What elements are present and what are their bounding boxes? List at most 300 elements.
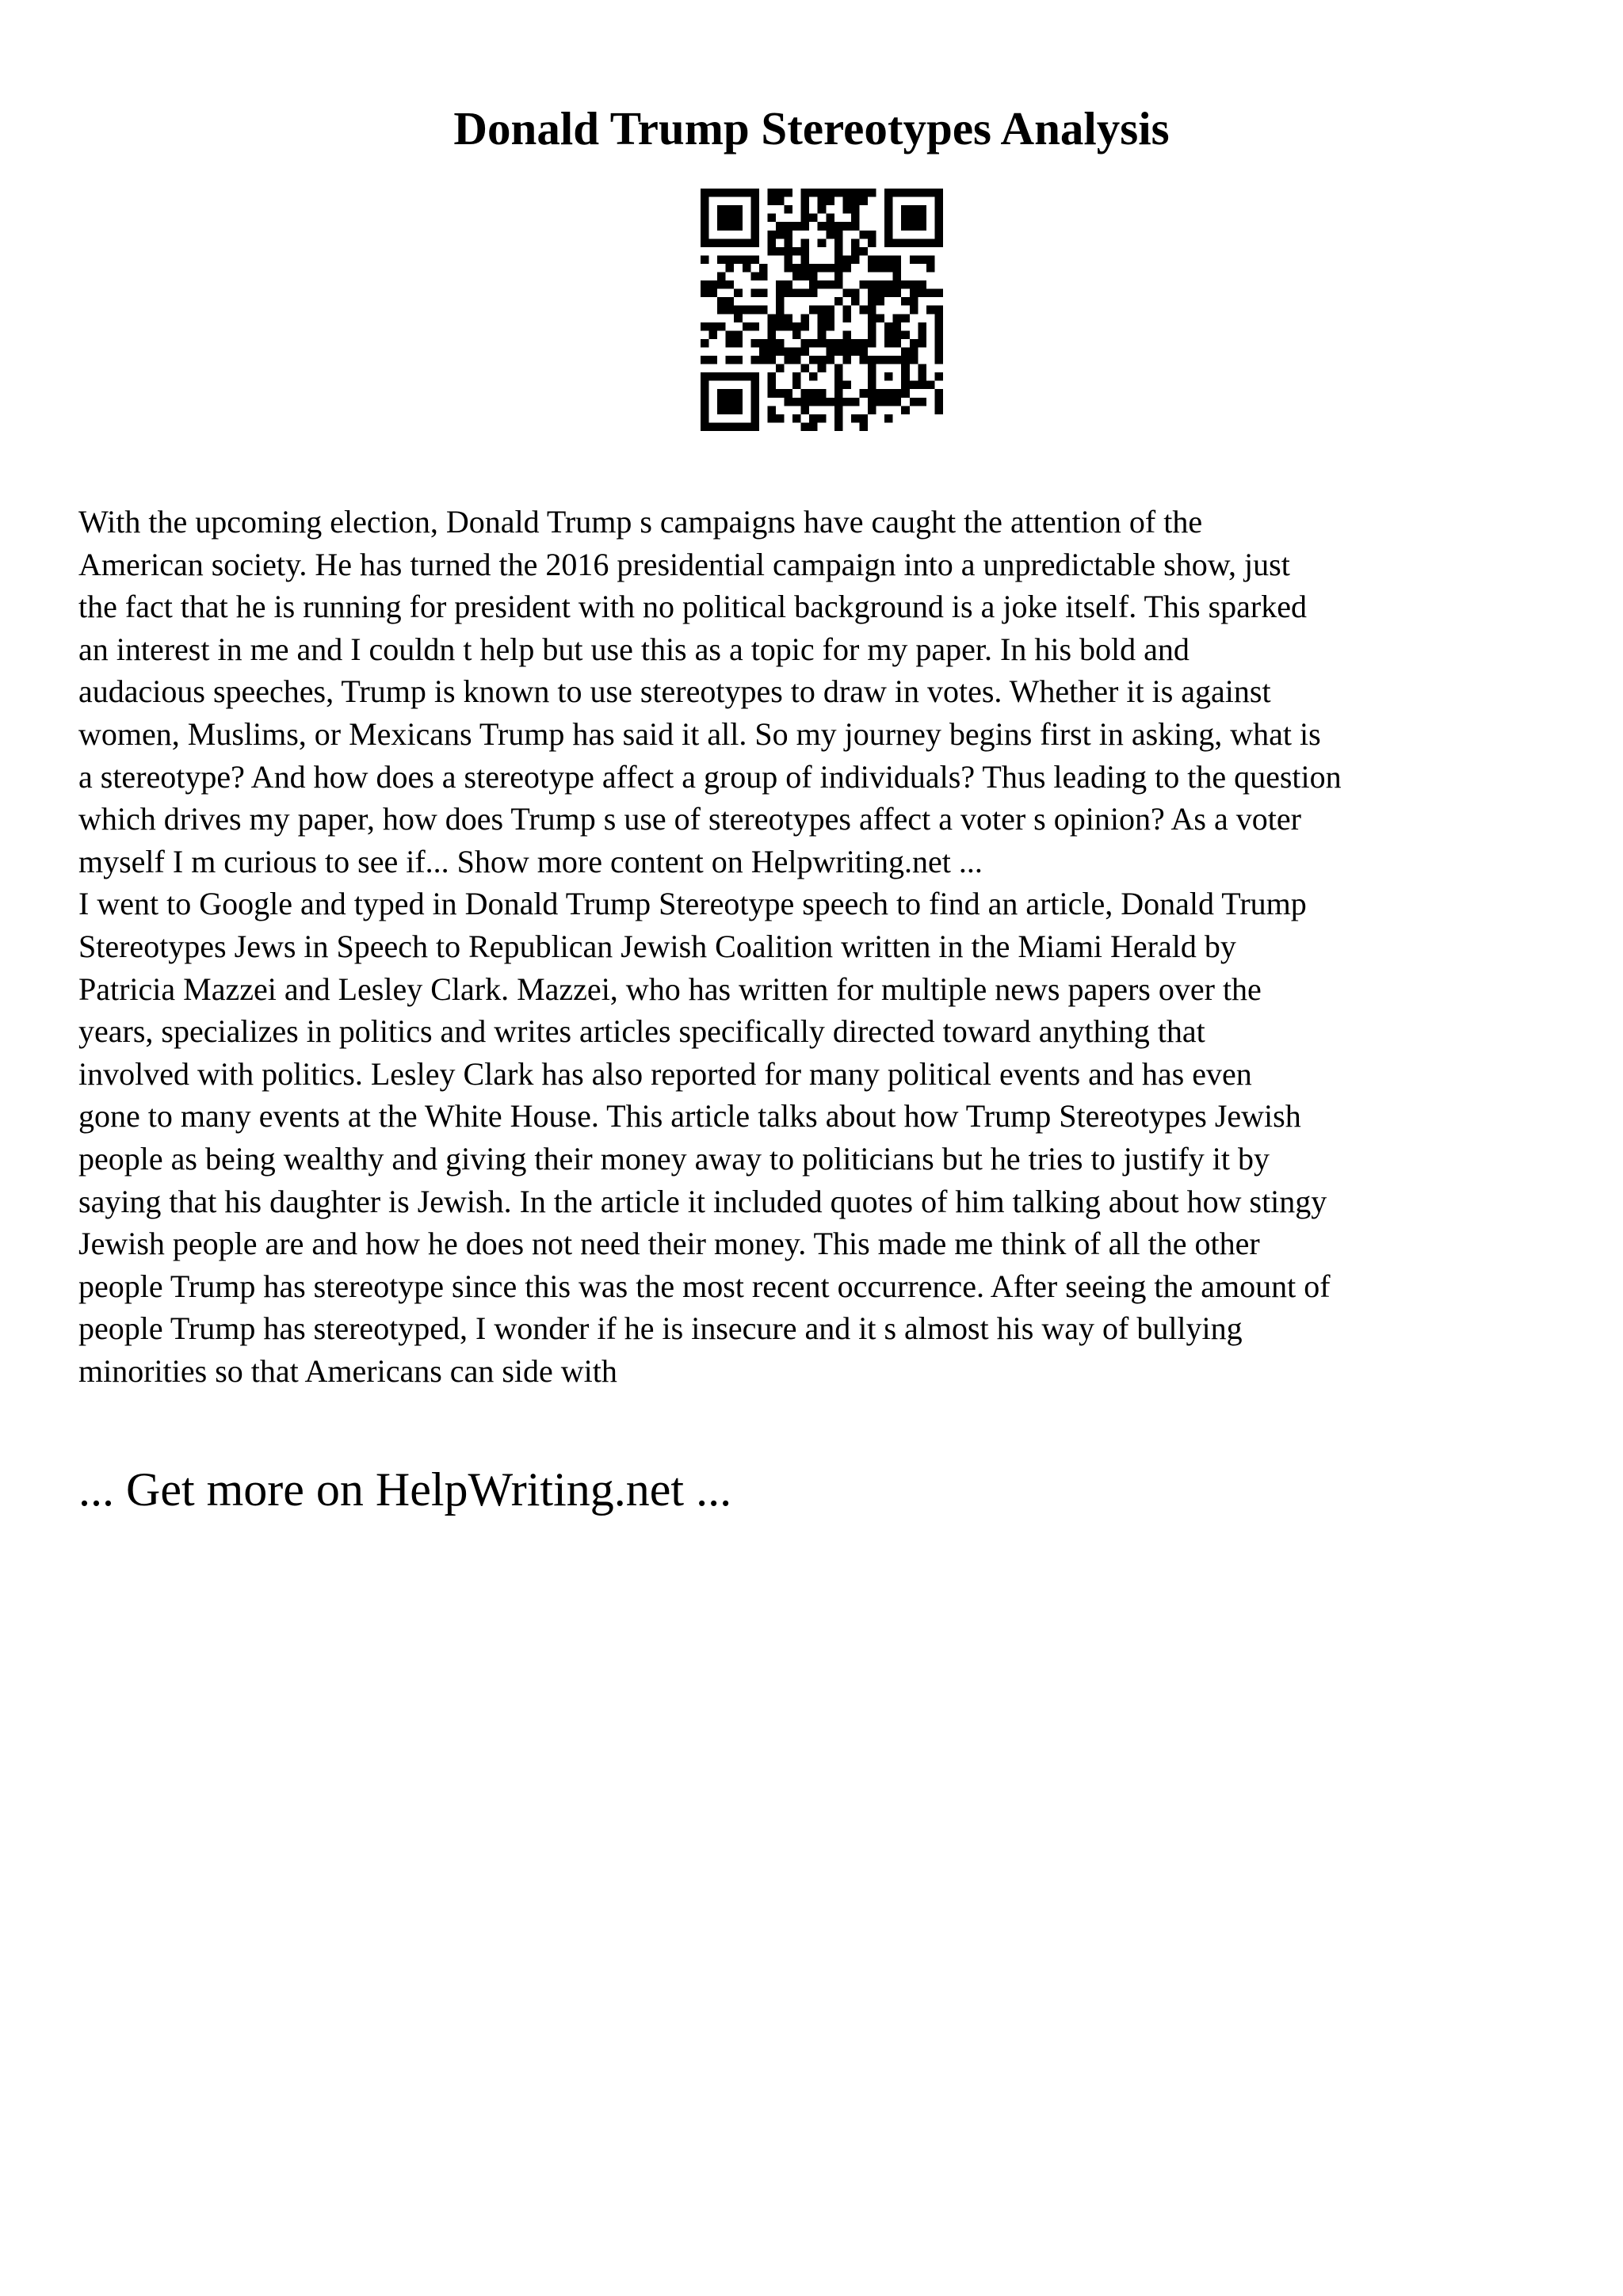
qr-module xyxy=(701,197,709,206)
qr-module xyxy=(918,280,926,289)
qr-module xyxy=(750,273,759,281)
qr-module xyxy=(834,231,843,239)
qr-module xyxy=(792,322,801,331)
qr-module xyxy=(726,214,735,223)
qr-module xyxy=(726,205,735,214)
qr-module xyxy=(893,330,902,339)
qr-module xyxy=(717,273,726,281)
qr-module xyxy=(767,381,776,390)
qr-module xyxy=(918,289,926,298)
qr-module xyxy=(884,197,893,206)
qr-module xyxy=(743,189,751,197)
qr-module xyxy=(834,238,843,247)
qr-module xyxy=(934,330,943,339)
qr-module xyxy=(750,381,759,390)
qr-module xyxy=(893,238,902,247)
qr-module xyxy=(776,189,785,197)
qr-module xyxy=(726,330,735,339)
qr-module xyxy=(859,347,868,356)
qr-module xyxy=(884,222,893,231)
qr-module xyxy=(842,314,851,322)
qr-module xyxy=(884,372,893,381)
qr-module xyxy=(701,372,709,381)
qr-module xyxy=(918,364,926,373)
qr-module xyxy=(868,231,876,239)
qr-module xyxy=(701,189,709,197)
qr-module xyxy=(884,356,893,364)
qr-module xyxy=(743,322,751,331)
qr-module xyxy=(901,381,910,390)
qr-module xyxy=(859,339,868,348)
qr-module xyxy=(759,339,768,348)
qr-module xyxy=(826,314,834,322)
qr-module xyxy=(842,381,851,390)
qr-module xyxy=(734,422,743,431)
qr-module xyxy=(726,372,735,381)
qr-module xyxy=(717,398,726,406)
qr-module xyxy=(826,347,834,356)
qr-module xyxy=(893,255,902,264)
qr-module xyxy=(842,398,851,406)
qr-module xyxy=(734,238,743,247)
qr-module xyxy=(884,238,893,247)
qr-module xyxy=(818,197,827,206)
qr-module xyxy=(726,422,735,431)
qr-module xyxy=(792,372,801,381)
qr-module xyxy=(809,214,818,223)
qr-module xyxy=(792,247,801,256)
qr-module xyxy=(884,189,893,197)
qr-module xyxy=(818,414,827,423)
qr-module xyxy=(918,238,926,247)
qr-module xyxy=(826,214,834,223)
qr-module xyxy=(918,255,926,264)
qr-module xyxy=(709,238,718,247)
qr-module xyxy=(734,222,743,231)
qr-module xyxy=(709,289,718,298)
qr-module xyxy=(868,314,876,322)
qr-module xyxy=(776,222,785,231)
qr-module xyxy=(934,222,943,231)
qr-module xyxy=(701,414,709,423)
qr-module xyxy=(876,389,885,398)
qr-module xyxy=(893,389,902,398)
qr-module xyxy=(809,189,818,197)
qr-module xyxy=(726,406,735,414)
qr-module xyxy=(910,297,918,306)
qr-module xyxy=(743,264,751,273)
qr-module xyxy=(767,414,776,423)
paragraph-1: With the upcoming election, Donald Trump s campaigns have caught the attention of the American society. He has turned the 2016 presidential campaign into a unpredictable show, just the fact that he is running for president with no political background is a joke itself. This sparked an interest in me and I couldn t help but use this as a topic for my paper. In his bold and audacious speeches, Trump is known to use stereotypes to draw in votes. Whether it is against women, Muslims, or Mexicans Trump has said it all. So my journey begins first in asking, what is a stereotype? And how does a stereotype affect a group of individuals? Thus leading to the question which drives my paper, how does Trump s use of stereotypes affect a voter s opinion? As a voter myself I m curious to see if... Show more content on Helpwriting.net ... xyxy=(78,504,1342,879)
qr-module xyxy=(826,264,834,273)
qr-module xyxy=(918,205,926,214)
qr-module xyxy=(918,381,926,390)
qr-module xyxy=(785,280,793,289)
qr-module xyxy=(767,406,776,414)
qr-module xyxy=(876,264,885,273)
qr-module xyxy=(776,347,785,356)
paragraph-2: I went to Google and typed in Donald Trump Stereotype speech to find an article, Donald Trump Stereotypes Jews in Speech to Republican Jewish Coalition written in the Miami Herald by Patricia Mazzei and Lesley Clark. Mazzei, who has written for multiple news papers over the years, specializes in politics and writes articles specifically directed toward anything that involved with politics. Lesley Clark has also reported for many political events and has even gone to many events at the White House. This article talks about how Trump Stereotypes Jewish people as being wealthy and giving their money away to politicians but he tries to justify it by saying that his daughter is Jewish. In the article it included quotes of him talking about how stingy Jewish people are and how he does not need their money. This made me think of all the other people Trump has stereotype since this was the most recent occurrence. After seeing the amount of people Trump has stereotyped, I wonder if he is insecure and it s almost his way of bullying minorities so that Americans can side with xyxy=(78,886,1331,1389)
qr-module xyxy=(809,273,818,281)
qr-module xyxy=(809,289,818,298)
qr-module xyxy=(717,372,726,381)
qr-module xyxy=(926,306,935,315)
qr-module xyxy=(818,364,827,373)
qr-module xyxy=(734,398,743,406)
qr-module xyxy=(934,398,943,406)
qr-module xyxy=(767,247,776,256)
qr-module xyxy=(801,339,810,348)
qr-module xyxy=(918,330,926,339)
qr-module xyxy=(851,238,860,247)
qr-module xyxy=(701,381,709,390)
qr-module xyxy=(792,381,801,390)
qr-module xyxy=(842,347,851,356)
qr-module xyxy=(818,398,827,406)
qr-module xyxy=(826,339,834,348)
qr-module xyxy=(842,289,851,298)
qr-module xyxy=(750,414,759,423)
qr-module xyxy=(901,280,910,289)
qr-module xyxy=(934,406,943,414)
qr-module xyxy=(801,398,810,406)
qr-module xyxy=(717,205,726,214)
qr-module xyxy=(767,389,776,398)
qr-module xyxy=(767,238,776,247)
qr-module xyxy=(709,372,718,381)
qr-module xyxy=(785,314,793,322)
qr-module xyxy=(785,189,793,197)
qr-module xyxy=(734,214,743,223)
qr-module xyxy=(918,372,926,381)
qr-module xyxy=(726,264,735,273)
qr-module xyxy=(901,364,910,373)
qr-module xyxy=(726,356,735,364)
qr-module xyxy=(750,231,759,239)
qr-module xyxy=(893,339,902,348)
qr-module xyxy=(785,238,793,247)
qr-module xyxy=(851,339,860,348)
qr-module xyxy=(842,222,851,231)
qr-module xyxy=(750,214,759,223)
qr-module xyxy=(750,422,759,431)
qr-module xyxy=(792,330,801,339)
qr-module xyxy=(934,372,943,381)
qr-module xyxy=(726,398,735,406)
qr-module xyxy=(767,231,776,239)
qr-module xyxy=(701,389,709,398)
qr-module xyxy=(884,330,893,339)
qr-module xyxy=(893,264,902,273)
qr-module xyxy=(876,314,885,322)
qr-module xyxy=(893,289,902,298)
qr-module xyxy=(767,214,776,223)
qr-module xyxy=(701,238,709,247)
qr-code-icon[interactable] xyxy=(701,189,943,431)
qr-module xyxy=(859,306,868,315)
qr-module xyxy=(785,398,793,406)
qr-module xyxy=(701,280,709,289)
qr-module xyxy=(785,389,793,398)
qr-module xyxy=(859,231,868,239)
qr-module xyxy=(734,406,743,414)
get-more-link[interactable]: ... Get more on HelpWriting.net ... xyxy=(78,1463,732,1516)
qr-module xyxy=(726,297,735,306)
qr-module xyxy=(834,247,843,256)
qr-module xyxy=(826,189,834,197)
qr-module xyxy=(834,398,843,406)
qr-module xyxy=(717,280,726,289)
qr-module xyxy=(717,214,726,223)
qr-module xyxy=(859,247,868,256)
qr-module xyxy=(884,398,893,406)
qr-module xyxy=(910,214,918,223)
qr-module xyxy=(750,339,759,348)
qr-module xyxy=(709,356,718,364)
qr-module xyxy=(842,189,851,197)
qr-module xyxy=(809,356,818,364)
qr-module xyxy=(910,280,918,289)
qr-module xyxy=(776,247,785,256)
qr-module xyxy=(910,339,918,348)
qr-module xyxy=(709,322,718,331)
qr-module xyxy=(801,347,810,356)
qr-module xyxy=(834,389,843,398)
qr-module xyxy=(785,222,793,231)
qr-module xyxy=(726,222,735,231)
qr-module xyxy=(801,214,810,223)
qr-module xyxy=(776,322,785,331)
qr-module xyxy=(851,255,860,264)
qr-module xyxy=(934,339,943,348)
qr-module xyxy=(785,356,793,364)
qr-module xyxy=(792,414,801,423)
qr-module xyxy=(717,422,726,431)
qr-module xyxy=(809,264,818,273)
qr-module xyxy=(818,205,827,214)
qr-module xyxy=(884,264,893,273)
qr-module xyxy=(776,314,785,322)
qr-module xyxy=(717,189,726,197)
qr-module xyxy=(792,273,801,281)
qr-module xyxy=(767,189,776,197)
qr-module xyxy=(901,297,910,306)
qr-module xyxy=(851,222,860,231)
qr-module xyxy=(701,205,709,214)
qr-module xyxy=(868,297,876,306)
qr-module xyxy=(717,255,726,264)
qr-module xyxy=(743,372,751,381)
qr-module xyxy=(842,339,851,348)
qr-module xyxy=(750,255,759,264)
qr-module xyxy=(910,381,918,390)
qr-module xyxy=(759,306,768,315)
qr-module xyxy=(868,289,876,298)
qr-module xyxy=(884,280,893,289)
qr-module xyxy=(750,197,759,206)
qr-module xyxy=(776,364,785,373)
qr-module xyxy=(734,389,743,398)
qr-module xyxy=(701,322,709,331)
qr-module xyxy=(934,322,943,331)
qr-module xyxy=(884,339,893,348)
qr-module xyxy=(851,189,860,197)
qr-module xyxy=(884,214,893,223)
qr-module xyxy=(901,330,910,339)
qr-module xyxy=(934,238,943,247)
qr-module xyxy=(901,314,910,322)
qr-module xyxy=(893,273,902,281)
qr-module xyxy=(876,297,885,306)
qr-module xyxy=(834,273,843,281)
qr-module xyxy=(876,255,885,264)
qr-module xyxy=(910,356,918,364)
qr-module xyxy=(851,214,860,223)
qr-module xyxy=(750,406,759,414)
qr-module xyxy=(767,356,776,364)
qr-module xyxy=(701,222,709,231)
qr-module xyxy=(926,289,935,298)
qr-module xyxy=(759,347,768,356)
qr-module xyxy=(734,314,743,322)
qr-module xyxy=(717,306,726,315)
qr-module xyxy=(842,197,851,206)
qr-module xyxy=(801,197,810,206)
qr-module xyxy=(834,414,843,423)
qr-module xyxy=(776,280,785,289)
qr-module xyxy=(818,389,827,398)
qr-module xyxy=(801,364,810,373)
qr-module xyxy=(859,189,868,197)
qr-module xyxy=(801,189,810,197)
qr-module xyxy=(785,347,793,356)
qr-module xyxy=(809,280,818,289)
qr-module xyxy=(876,398,885,406)
qr-module xyxy=(901,205,910,214)
qr-module xyxy=(801,322,810,331)
qr-module xyxy=(901,222,910,231)
qr-module xyxy=(918,339,926,348)
qr-module xyxy=(734,339,743,348)
qr-module xyxy=(842,205,851,214)
qr-module xyxy=(750,205,759,214)
qr-module xyxy=(834,422,843,431)
qr-module xyxy=(934,347,943,356)
qr-module xyxy=(901,372,910,381)
qr-module xyxy=(776,197,785,206)
qr-module xyxy=(876,289,885,298)
qr-module xyxy=(910,347,918,356)
qr-module xyxy=(868,339,876,348)
qr-module xyxy=(818,222,827,231)
qr-module xyxy=(767,347,776,356)
qr-module xyxy=(709,422,718,431)
qr-module xyxy=(767,330,776,339)
qr-module xyxy=(750,238,759,247)
qr-module xyxy=(767,314,776,322)
qr-module xyxy=(859,414,868,423)
qr-module xyxy=(785,255,793,264)
qr-module xyxy=(801,422,810,431)
qr-module xyxy=(750,322,759,331)
qr-module xyxy=(801,255,810,264)
qr-module xyxy=(717,222,726,231)
qr-module xyxy=(893,356,902,364)
qr-module xyxy=(734,330,743,339)
qr-module xyxy=(901,406,910,414)
qr-module xyxy=(868,189,876,197)
qr-module xyxy=(834,255,843,264)
qr-module xyxy=(901,347,910,356)
qr-module xyxy=(785,231,793,239)
qr-module xyxy=(785,247,793,256)
qr-module xyxy=(826,231,834,239)
qr-module xyxy=(884,414,893,423)
qr-module xyxy=(750,306,759,315)
qr-module xyxy=(734,306,743,315)
qr-module xyxy=(792,398,801,406)
qr-module xyxy=(750,356,759,364)
qr-module xyxy=(801,406,810,414)
qr-module xyxy=(750,189,759,197)
qr-module xyxy=(767,372,776,381)
qr-module xyxy=(893,189,902,197)
article-body xyxy=(78,501,1568,1392)
qr-module xyxy=(785,322,793,331)
qr-module xyxy=(818,322,827,331)
qr-module xyxy=(901,356,910,364)
qr-module xyxy=(834,280,843,289)
qr-module xyxy=(792,289,801,298)
qr-module xyxy=(851,289,860,298)
qr-module xyxy=(743,255,751,264)
page-title: Donald Trump Stereotypes Analysis xyxy=(453,102,1170,154)
qr-module xyxy=(910,205,918,214)
qr-module xyxy=(826,322,834,331)
qr-module xyxy=(868,306,876,315)
qr-module xyxy=(842,264,851,273)
qr-module xyxy=(801,222,810,231)
qr-module xyxy=(926,189,935,197)
qr-module xyxy=(750,398,759,406)
qr-module xyxy=(934,289,943,298)
qr-module xyxy=(701,231,709,239)
qr-module xyxy=(818,356,827,364)
qr-module xyxy=(767,197,776,206)
qr-module xyxy=(851,414,860,423)
qr-module xyxy=(801,273,810,281)
qr-module xyxy=(776,414,785,423)
qr-module xyxy=(792,356,801,364)
qr-module xyxy=(910,189,918,197)
qr-module xyxy=(918,189,926,197)
qr-module xyxy=(734,255,743,264)
qr-module xyxy=(759,289,768,298)
qr-module xyxy=(809,398,818,406)
qr-module xyxy=(776,231,785,239)
qr-module xyxy=(826,398,834,406)
qr-module xyxy=(701,289,709,298)
qr-module xyxy=(859,280,868,289)
qr-module xyxy=(818,189,827,197)
qr-module xyxy=(818,280,827,289)
qr-module xyxy=(701,422,709,431)
qr-module xyxy=(934,214,943,223)
qr-module xyxy=(884,389,893,398)
qr-module xyxy=(851,205,860,214)
qr-module xyxy=(868,280,876,289)
qr-module xyxy=(834,347,843,356)
